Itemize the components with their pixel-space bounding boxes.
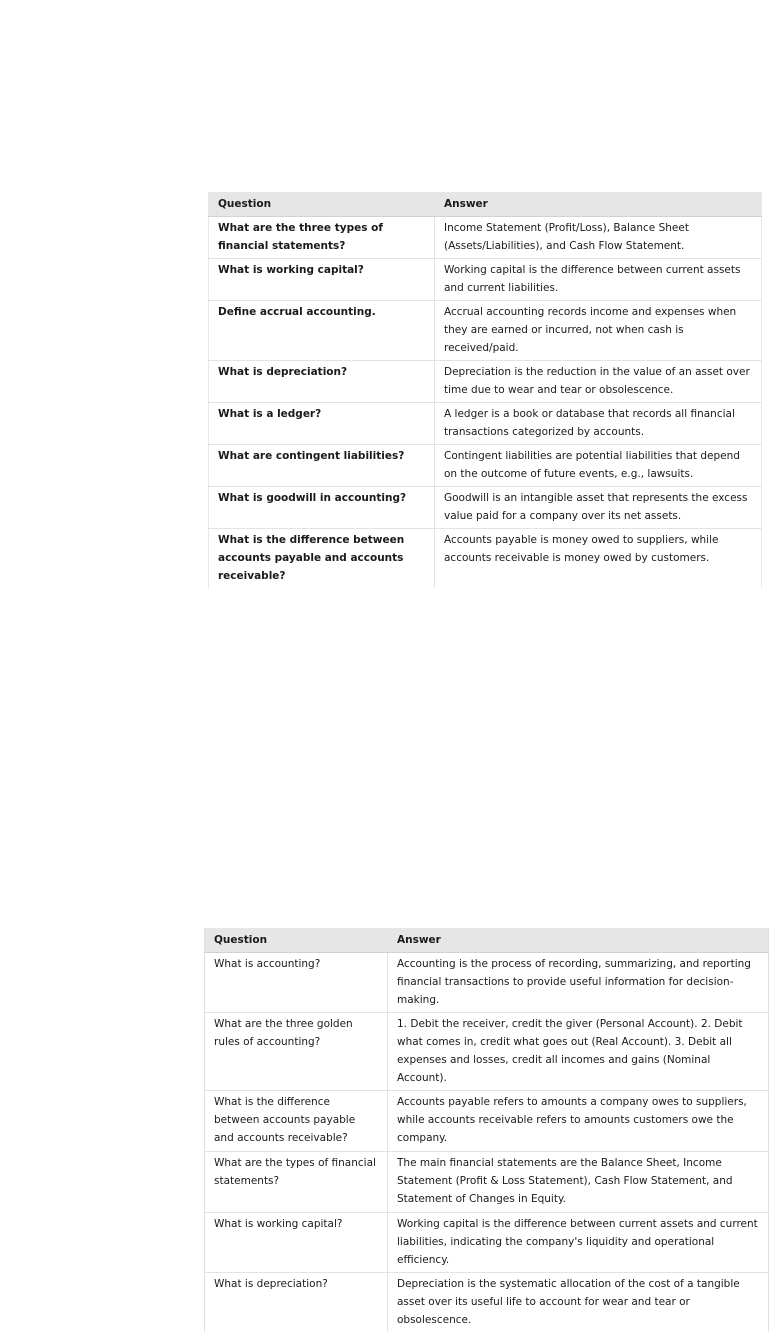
question-cell: What is a ledger? [209, 403, 435, 445]
table-row [205, 953, 769, 1013]
answer-cell: Accounts payable refers to amounts a company owes to suppliers, while accounts receivable refers to amounts customers owe the company. [388, 1091, 769, 1152]
table-row [205, 1273, 769, 1332]
table-2-container [100, 464, 675, 794]
table-row [205, 1213, 769, 1273]
table-row [209, 217, 762, 259]
table-row [209, 301, 762, 361]
answer-cell: Goodwill is an intangible asset that represents the excess value paid for a company over its net assets. [435, 487, 762, 529]
question-cell: What is depreciation? [205, 1273, 388, 1332]
question-cell: What are contingent liabilities? [209, 445, 435, 487]
question-cell: Define accrual accounting. [209, 301, 435, 361]
question-header: Question [209, 192, 435, 217]
answer-cell: Working capital is the difference between current assets and current liabilities. [435, 259, 762, 301]
answer-cell: Working capital is the difference between current assets and current liabilities, indicating the company's liquidity and operational efficiency. [388, 1213, 769, 1273]
question-cell: What are the three golden rules of accounting? [205, 1013, 388, 1091]
table-row [209, 403, 762, 445]
answer-cell: Depreciation is the systematic allocation of the cost of a tangible asset over its useful life to account for wear and tear or obsolescence. [388, 1273, 769, 1332]
question-cell: What is the difference between accounts payable and accounts receivable? [205, 1091, 388, 1152]
answer-cell: The main financial statements are the Balance Sheet, Income Statement (Profit & Loss Statement), Cash Flow Statement, and Statement of Changes in Equity. [388, 1152, 769, 1213]
question-cell: What are the three types of financial statements? [209, 217, 435, 259]
question-cell: What is working capital? [205, 1213, 388, 1273]
table-row [209, 259, 762, 301]
answer-header: Answer [388, 928, 769, 953]
qa-table-2 [204, 928, 769, 1332]
answer-cell: Accrual accounting records income and expenses when they are earned or incurred, not when cash is received/paid. [435, 301, 762, 361]
question-cell: What is goodwill in accounting? [209, 487, 435, 529]
answer-cell: 1. Debit the receiver, credit the giver (Personal Account). 2. Debit what comes in, credit what goes out (Real Account). 3. Debit all expenses and losses, credit all incomes and gains (Nominal Account). [388, 1013, 769, 1091]
question-header: Question [205, 928, 388, 953]
answer-cell: Depreciation is the reduction in the value of an asset over time due to wear and tear or obsolescence. [435, 361, 762, 403]
table-row [205, 1152, 769, 1213]
answer-cell: Income Statement (Profit/Loss), Balance Sheet (Assets/Liabilities), and Cash Flow Statement. [435, 217, 762, 259]
answer-cell: Accounts payable is money owed to suppliers, while accounts receivable is money owed by customers. [435, 529, 762, 589]
answer-cell: Contingent liabilities are potential liabilities that depend on the outcome of future events, e.g., lawsuits. [435, 445, 762, 487]
question-cell: What is accounting? [205, 953, 388, 1013]
answer-cell: Accounting is the process of recording, summarizing, and reporting financial transactions to provide useful information for decision-making. [388, 953, 769, 1013]
question-cell: What is depreciation? [209, 361, 435, 403]
table-row [205, 1091, 769, 1152]
answer-header: Answer [435, 192, 762, 217]
answer-cell: A ledger is a book or database that records all financial transactions categorized by accounts. [435, 403, 762, 445]
table-row [209, 361, 762, 403]
question-cell: What are the types of financial statements? [205, 1152, 388, 1213]
table-header-row [209, 192, 762, 217]
table-row [205, 1013, 769, 1091]
table-header-row [205, 928, 769, 953]
question-cell: What is the difference between accounts payable and accounts receivable? [209, 529, 435, 589]
table-1-container [100, 96, 670, 453]
question-cell: What is working capital? [209, 259, 435, 301]
